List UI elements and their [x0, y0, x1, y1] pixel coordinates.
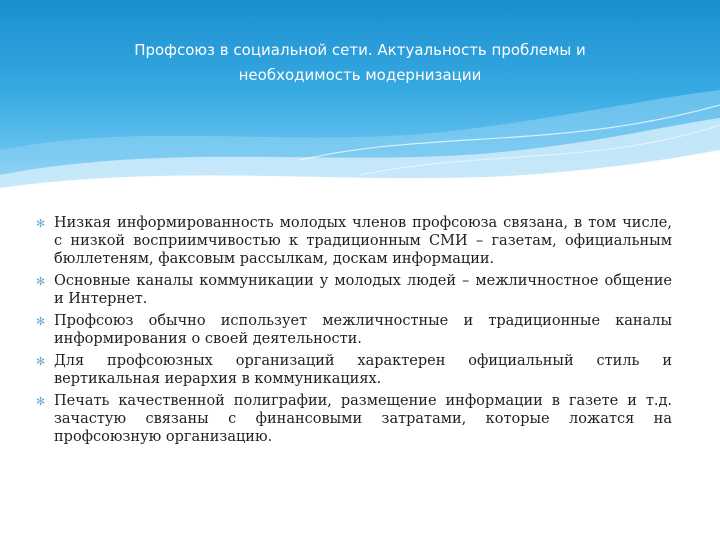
header-banner — [0, 0, 720, 200]
list-item — [36, 214, 672, 268]
wave-decoration — [0, 0, 720, 200]
list-item — [36, 392, 672, 446]
title-line-1: Профсоюз в социальной сети. Актуальность проблемы и — [134, 41, 586, 59]
title-line-2: необходимость модернизации — [238, 66, 482, 84]
asterisk-bullet-icon: ✻ — [36, 275, 46, 288]
bullet-list — [36, 214, 672, 450]
list-item — [36, 312, 672, 348]
list-item — [36, 352, 672, 388]
asterisk-bullet-icon: ✻ — [36, 355, 46, 368]
list-item — [36, 272, 672, 308]
bullet-text: Профсоюз обычно использует межличностные и традиционные каналы информирования о своей деятельности. — [54, 313, 672, 347]
bullet-text: Для профсоюзных организаций характерен официальный стиль и вертикальная иерархия в коммуникациях. — [54, 353, 672, 387]
slide-title — [60, 38, 660, 88]
bullet-text: Печать качественной полиграфии, размещение информации в газете и т.д. зачастую связаны с финансовыми затратами, которые ложатся на профсоюзную организацию. — [54, 393, 672, 445]
bullet-text: Низкая информированность молодых членов профсоюза связана, в том числе, с низкой восприимчивостью к традиционным СМИ – газетам, официальным бюллетеням, факсовым рассылкам, доскам информации. — [54, 215, 672, 267]
asterisk-bullet-icon: ✻ — [36, 217, 46, 230]
asterisk-bullet-icon: ✻ — [36, 395, 46, 408]
asterisk-bullet-icon: ✻ — [36, 315, 46, 328]
bullet-text: Основные каналы коммуникации у молодых людей – межличностное общение и Интернет. — [54, 273, 672, 307]
